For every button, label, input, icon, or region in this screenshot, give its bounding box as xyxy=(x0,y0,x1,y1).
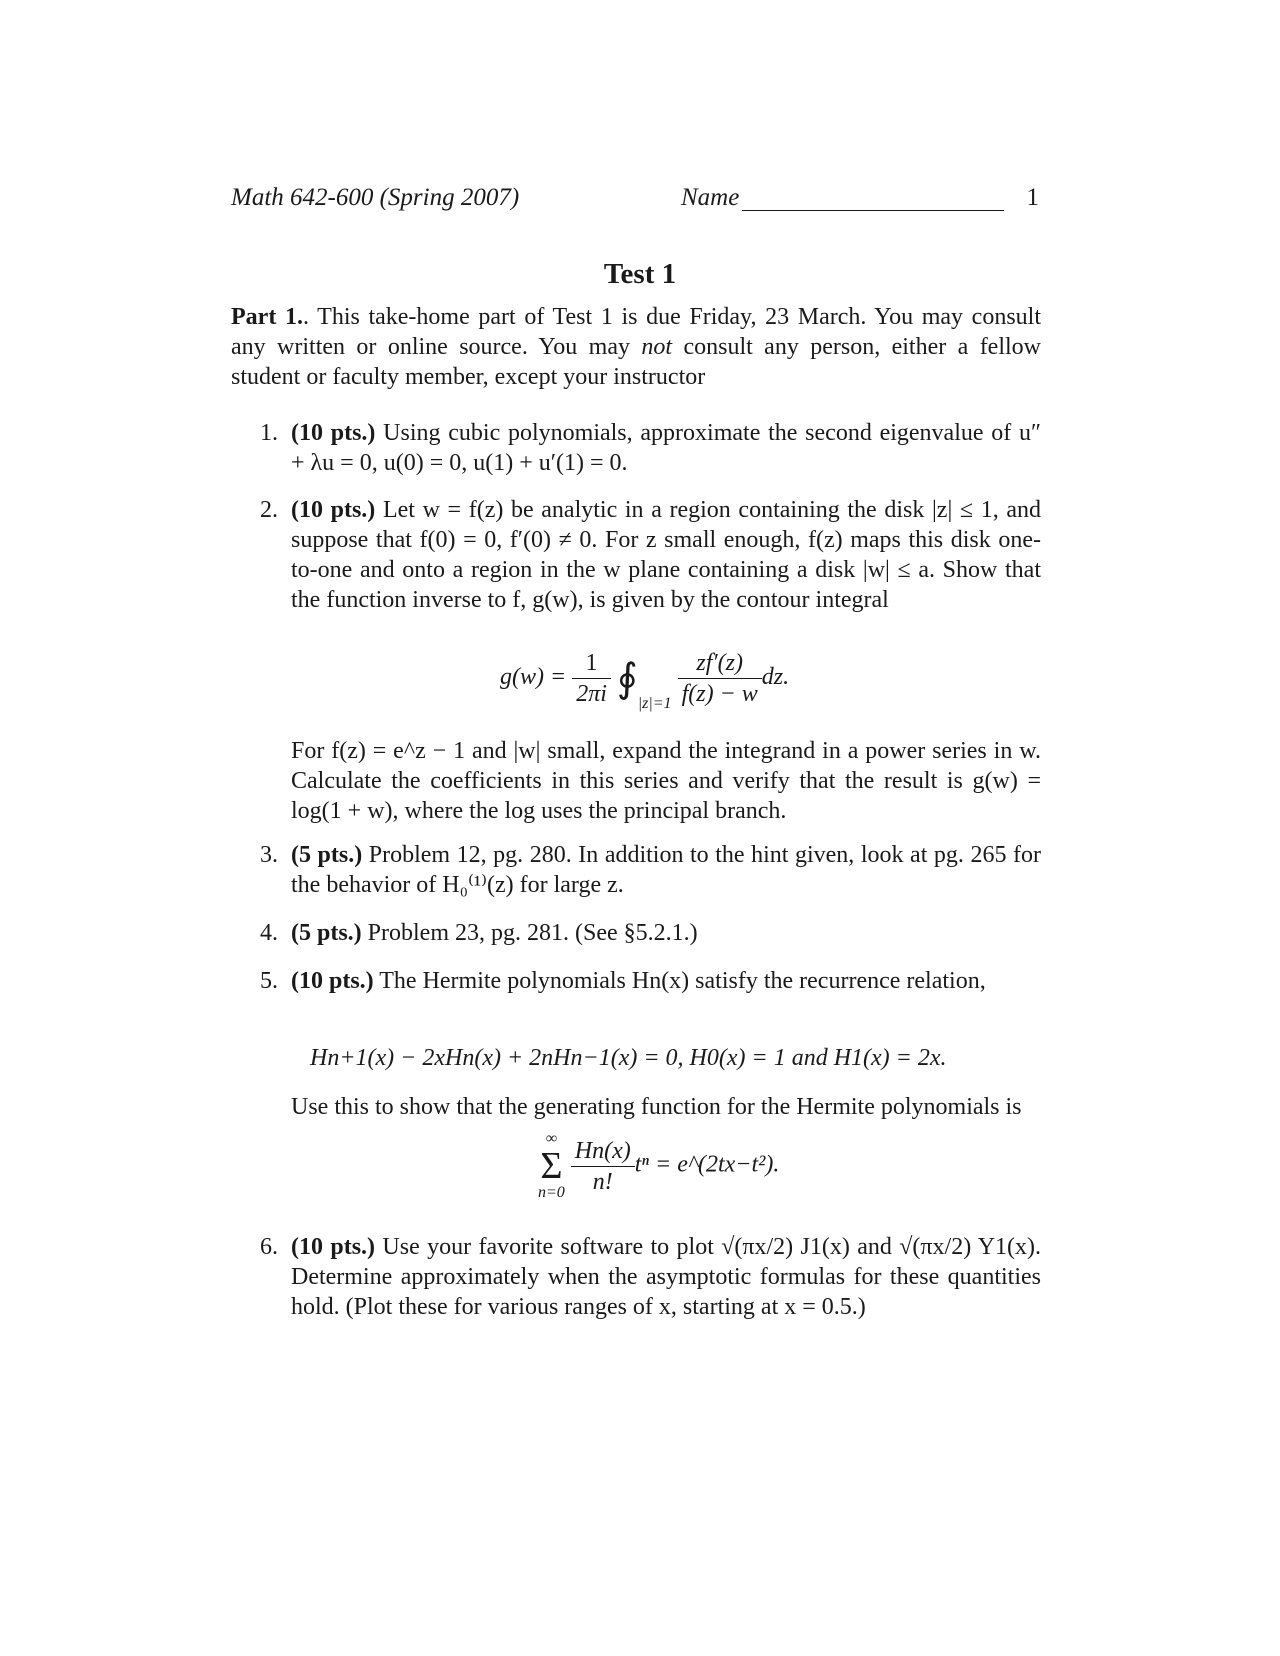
problem-points: (10 pts.) xyxy=(291,968,374,994)
problem-points: (10 pts.) xyxy=(291,497,376,523)
name-label: Name xyxy=(681,184,740,211)
intro-paragraph xyxy=(231,302,1041,392)
equation-lhs: g(w) = xyxy=(500,664,567,691)
intro-text-2: consult any person, either a fellow student or faculty member, except your instructor xyxy=(231,334,1042,390)
problem-6 xyxy=(260,1232,1041,1322)
problem-text-continued: For f(z) = e^z − 1 and |w| small, expand the integrand in a power series in w. Calculate the coefficients in this series and verify that the result is g(w) = log(1 + w), where the log uses the principal branch. xyxy=(291,738,1041,824)
intro-text-1: . This take-home part of Test 1 is due Friday, 23 March. You may consult any written or online source. You may xyxy=(231,304,1041,360)
problem-number: 6. xyxy=(260,1234,278,1260)
problem-text: Problem 12, pg. 280. In addition to the hint given, look at pg. 265 for the behavior of H₀⁽¹⁾(z) for large z. xyxy=(291,842,1042,898)
problem-5 xyxy=(260,966,1041,996)
problem-3 xyxy=(260,840,1041,900)
course-header: Math 642-600 (Spring 2007) xyxy=(231,184,520,211)
contour-integral-sign: ∮ xyxy=(616,655,638,701)
problem-number: 4. xyxy=(260,920,278,946)
equation-tail: dz. xyxy=(761,664,790,691)
problem-text: Use your favorite software to plot √(πx/2) J1(x) and √(πx/2) Y1(x). Determine approximately when the asymptotic formulas for these quantities hold. (Plot these for various ranges of x, starting at x = 0.5.) xyxy=(291,1234,1042,1320)
problem-points: (5 pts.) xyxy=(291,842,363,868)
summation: ∞ Σ n=0 xyxy=(538,1130,565,1201)
integrand-fraction: $\frac{zf'(z)}{f(z) - w}$ xyxy=(678,648,762,709)
problem-text: Let w = f(z) be analytic in a region containing the disk |z| ≤ 1, and suppose that f(0) = 0, f′(0) ≠ 0. For z small enough, f(z) maps this disk one-to-one and onto a region in the w plane containing a disk |w| ≤ a. Show that the function inverse to f, g(w), is given by the contour integral xyxy=(291,497,1041,613)
problem-4 xyxy=(260,918,1041,948)
problem-5-continued xyxy=(260,1092,1041,1122)
hermite-recurrence-equation: Hn+1(x) − 2xHn(x) + 2nHn−1(x) = 0, H0(x) = 1 and H1(x) = 2x. xyxy=(310,1045,947,1071)
problem-points: (5 pts.) xyxy=(291,920,362,946)
intro-emphasis: not xyxy=(641,334,673,360)
part-label: Part 1. xyxy=(231,304,303,330)
problem-text-continued: Use this to show that the generating function for the Hermite polynomials is xyxy=(291,1094,1022,1120)
fraction-1-over-2pi-i: $\frac{1}{2\pi i}$ xyxy=(572,648,611,709)
generating-function-equation xyxy=(538,1130,779,1202)
page-title: Test 1 xyxy=(603,258,677,290)
contour-integral-equation xyxy=(500,648,789,719)
equation-rhs: tⁿ = e^(2tx−t²). xyxy=(634,1151,780,1178)
problem-points: (10 pts.) xyxy=(291,420,376,446)
problem-2 xyxy=(260,495,1041,615)
problem-2-continued xyxy=(260,736,1041,826)
problem-1 xyxy=(260,418,1041,478)
problem-number: 3. xyxy=(260,842,278,868)
problem-text: The Hermite polynomials Hn(x) satisfy the recurrence relation, xyxy=(379,968,986,994)
problem-text: Problem 23, pg. 281. (See §5.2.1.) xyxy=(367,920,698,946)
hermite-fraction: $\frac{Hn(x)}{n!}$ xyxy=(571,1136,635,1197)
problem-number: 2. xyxy=(260,497,278,523)
problem-points: (10 pts.) xyxy=(291,1234,376,1260)
page-number: 1 xyxy=(1026,184,1039,211)
problem-number: 1. xyxy=(260,420,278,446)
problem-number: 5. xyxy=(260,968,278,994)
name-blank-line xyxy=(742,210,1004,211)
problem-text: Using cubic polynomials, approximate the second eigenvalue of u″ + λu = 0, u(0) = 0, u(1) + u′(1) = 0. xyxy=(291,420,1041,476)
integral-limit: |z|=1 xyxy=(637,695,672,713)
